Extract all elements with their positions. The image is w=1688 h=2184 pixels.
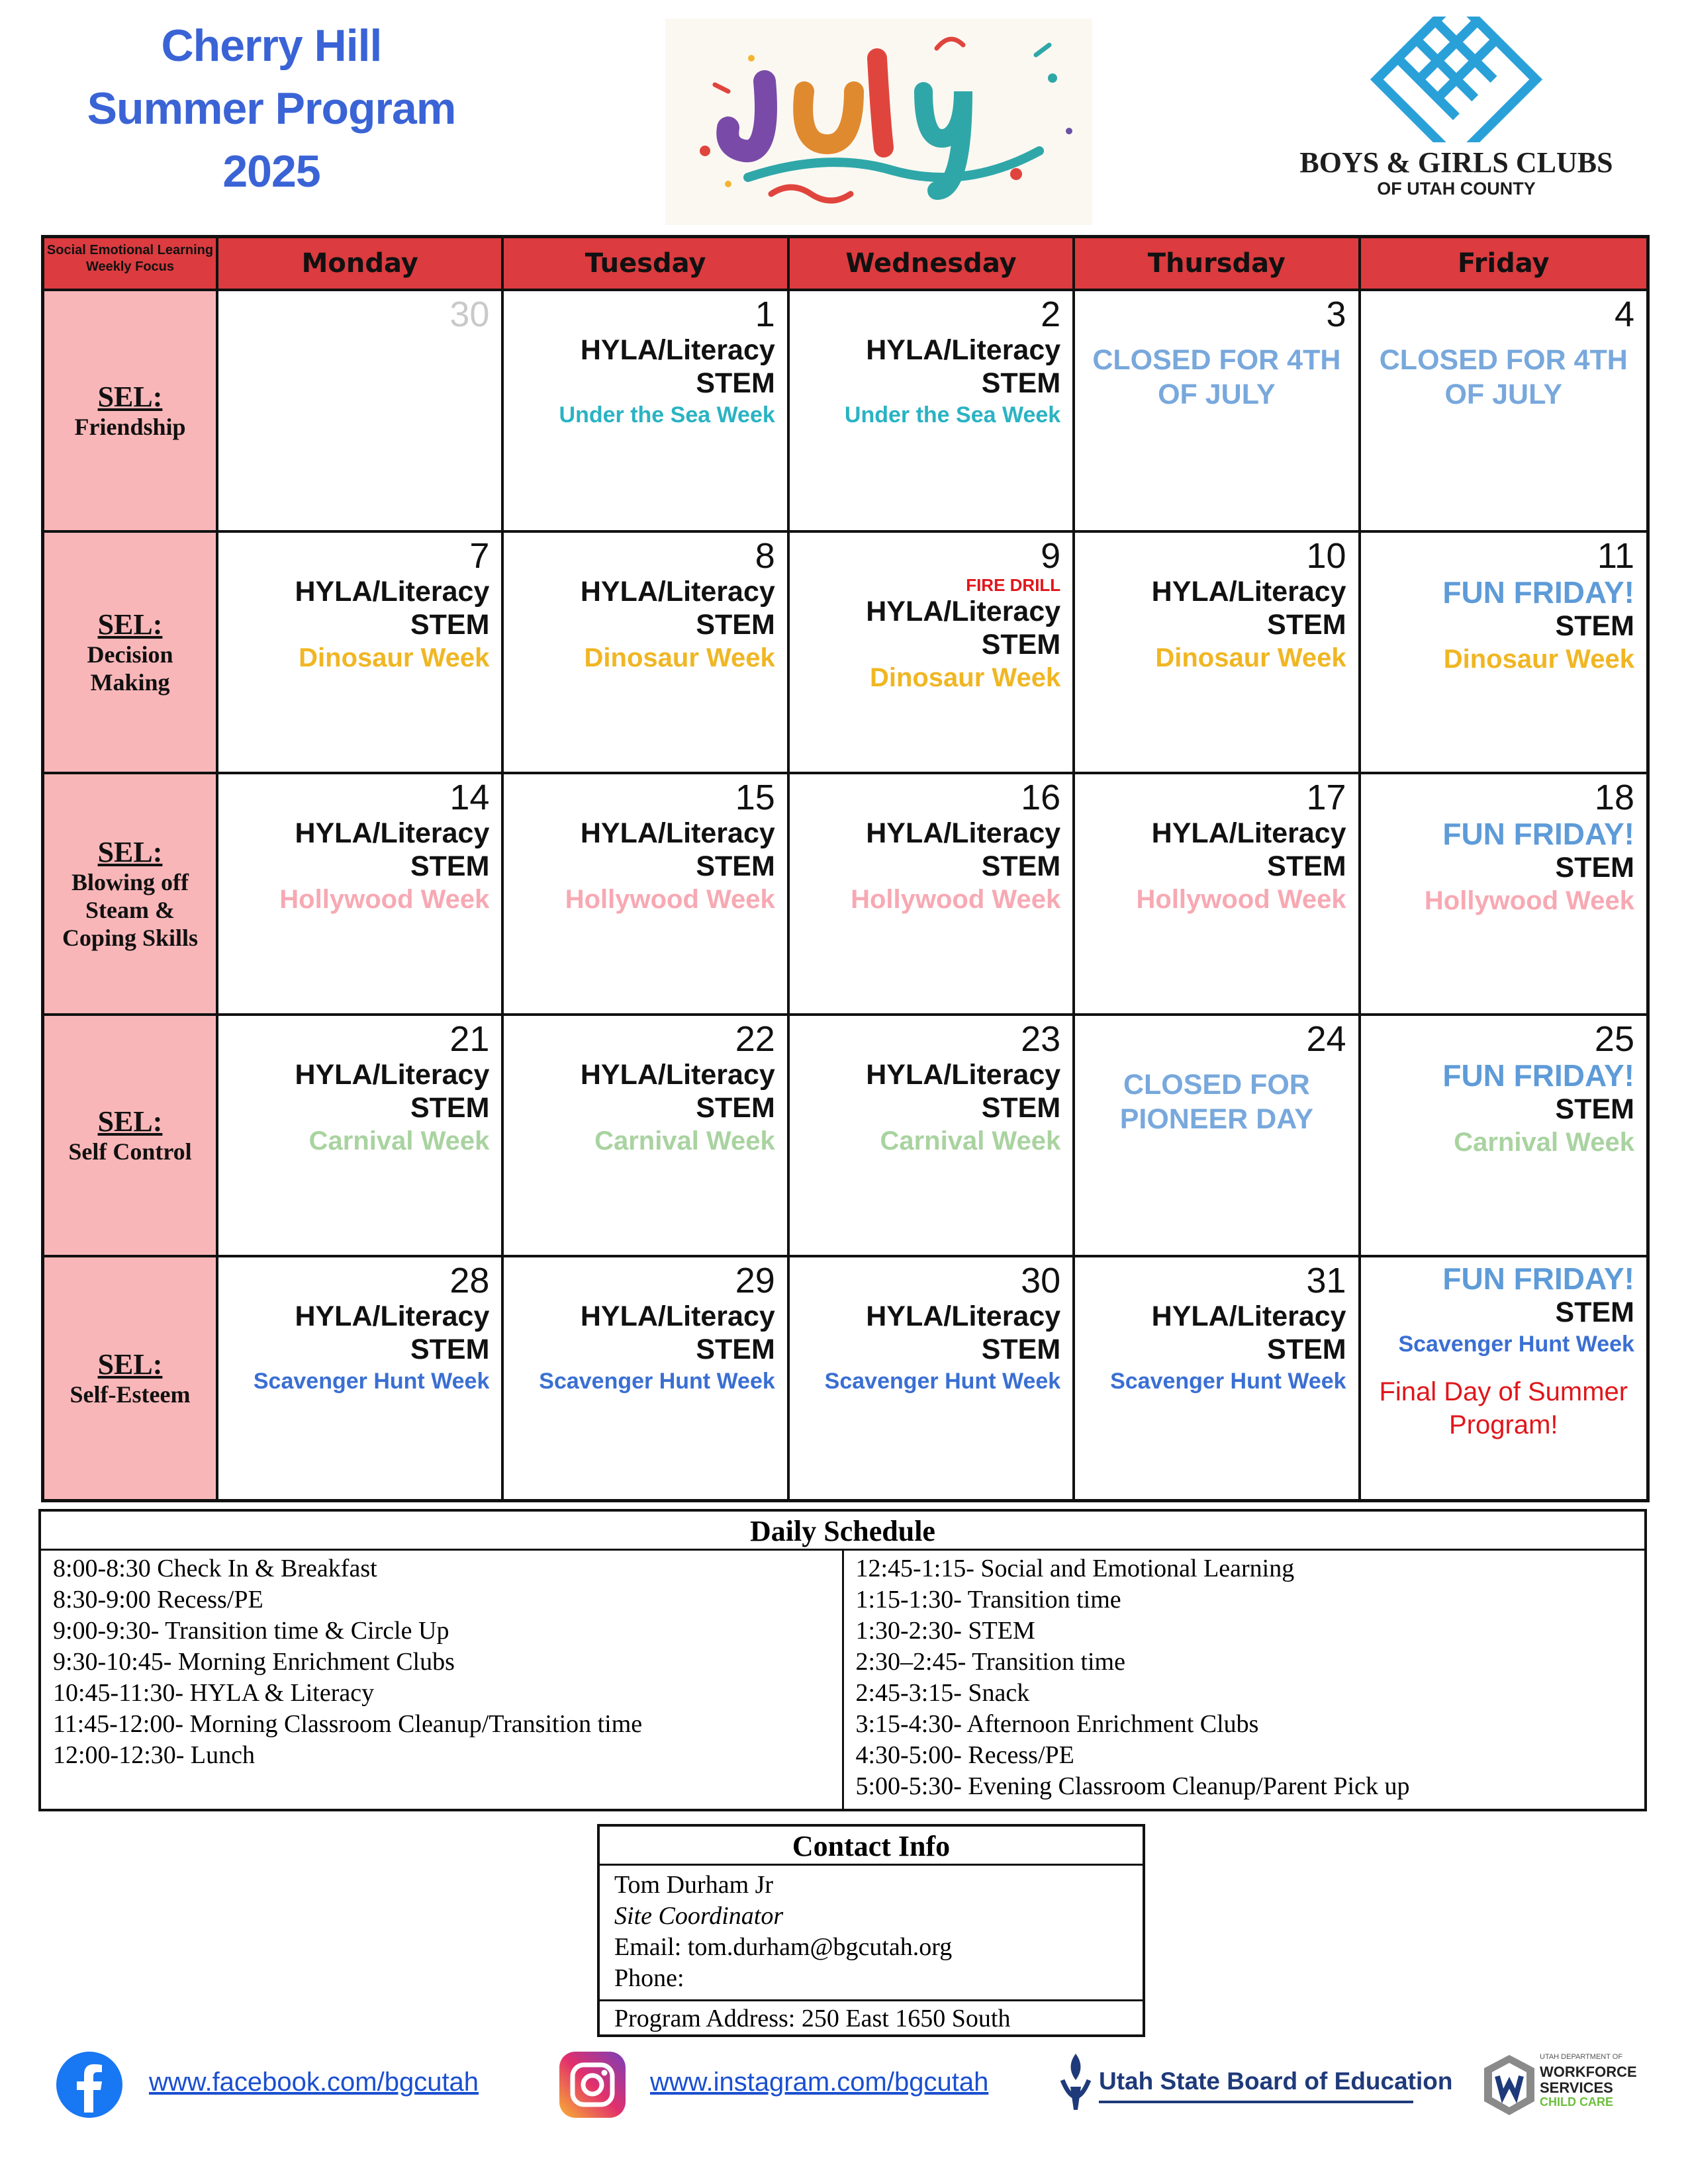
facebook-link[interactable]: www.facebook.com/bgcutah [149,2068,479,2097]
activity-line: STEM [1555,1297,1634,1328]
schedule-column-afternoon [844,1551,1645,1811]
program-title-line: 2025 [222,146,320,197]
activity-line: STEM [1555,852,1634,884]
activity-line: HYLA/Literacy [295,817,490,849]
activity-line: HYLA/Literacy [866,1059,1061,1091]
activity-line: HYLA/Literacy [295,1059,490,1091]
theme-week-label: Scavenger Hunt Week [539,1369,775,1394]
day-number: 24 [1306,1019,1346,1059]
contact-title: Contact Info [600,1827,1143,1866]
schedule-column-morning [41,1551,844,1811]
activity-line: HYLA/Literacy [295,1300,490,1332]
usbe-underline [1099,2101,1413,2103]
activity-line: STEM [1555,610,1634,642]
sel-topic: Blowing off Steam & Coping Skills [62,868,199,951]
activity-line: HYLA/Literacy [866,334,1061,366]
schedule-item: 8:30-9:00 Recess/PE [53,1586,263,1614]
day-number: 23 [1021,1019,1061,1059]
day-number: 10 [1306,536,1346,576]
schedule-item: 11:45-12:00- Morning Classroom Cleanup/Transition time [53,1710,643,1738]
schedule-item: 3:15-4:30- Afternoon Enrichment Clubs [855,1710,1259,1738]
activity-line: HYLA/Literacy [580,1059,775,1091]
day-number: 8 [755,536,775,576]
program-address: Program Address: 250 East 1650 South [614,2005,1011,2032]
theme-week-label: Scavenger Hunt Week [824,1369,1061,1394]
calendar-grid [41,235,1650,1502]
day-number: 18 [1594,778,1634,817]
org-subtitle: OF UTAH COUNTY [1377,179,1536,199]
theme-week-label: Carnival Week [594,1126,775,1156]
contact-info [597,1824,1145,2037]
sel-label: SEL: [97,1105,163,1138]
theme-week-label: Carnival Week [1454,1128,1634,1157]
schedule-item: 12:00-12:30- Lunch [53,1741,256,1769]
day-number: 14 [449,778,490,817]
sel-focus-cell [44,533,218,774]
contact-name: Tom Durham Jr [614,1871,774,1899]
closed-notice: CLOSED FOR 4TH OF JULY [1092,344,1341,410]
calendar-day-cell [218,774,504,1016]
calendar-day-cell [218,291,504,533]
fun-friday-label: FUN FRIDAY! [1442,575,1634,610]
activity-line: HYLA/Literacy [866,1300,1061,1332]
workforce-services-logo [1483,2050,1642,2123]
boys-girls-clubs-logo [1278,17,1635,208]
schedule-item: 1:15-1:30- Transition time [855,1586,1121,1614]
activity-line: STEM [696,850,775,882]
calendar-day-cell [1361,533,1646,774]
activity-line: HYLA/Literacy [1151,1300,1346,1332]
activity-line: HYLA/Literacy [580,817,775,849]
calendar-day-cell [790,1257,1075,1499]
day-number: 22 [735,1019,775,1059]
activity-line: STEM [696,1092,775,1124]
sel-topic: Self-Esteem [70,1381,191,1408]
final-day-note: Final Day of Summer Program! [1379,1377,1628,1439]
fire-drill-note: FIRE DRILL [966,575,1061,595]
day-header-wednesday: Wednesday [790,238,1075,291]
theme-week-label: Dinosaur Week [299,643,490,672]
fun-friday-label: FUN FRIDAY! [1442,1261,1634,1296]
sel-topic: Friendship [74,413,186,440]
activity-line: STEM [981,367,1061,399]
day-number: 25 [1594,1019,1634,1059]
fun-friday-label: FUN FRIDAY! [1442,817,1634,851]
day-header-tuesday: Tuesday [504,238,789,291]
sel-topic: Decision Making [87,641,173,696]
activity-line: HYLA/Literacy [1151,817,1346,849]
schedule-item: 5:00-5:30- Evening Classroom Cleanup/Parent Pick up [855,1772,1410,1800]
day-number: 9 [1041,536,1061,576]
activity-line: STEM [1267,609,1346,641]
day-header-monday: Monday [218,238,504,291]
program-title-line: Cherry Hill [161,21,382,71]
theme-week-label: Scavenger Hunt Week [1110,1369,1346,1394]
torch-icon [1056,2050,1096,2113]
day-number: 15 [735,778,775,817]
day-number: 1 [755,295,775,334]
activity-line: STEM [981,629,1061,660]
instagram-icon[interactable] [559,2052,626,2118]
sel-focus-header: Social Emotional Learning Weekly Focus [44,238,218,291]
closed-notice: CLOSED FOR PIONEER DAY [1119,1069,1314,1135]
schedule-item: 9:30-10:45- Morning Enrichment Clubs [53,1648,455,1676]
activity-line: HYLA/Literacy [866,596,1061,627]
dws-line: WORKFORCE [1540,2064,1637,2080]
program-title [60,15,483,203]
calendar-day-cell [504,1257,789,1499]
calendar-day-cell [790,774,1075,1016]
closed-notice: CLOSED FOR 4TH OF JULY [1379,344,1628,410]
day-number: 11 [1597,536,1634,576]
theme-week-label: Dinosaur Week [584,643,775,672]
dws-line: SERVICES [1540,2079,1613,2096]
activity-line: STEM [1555,1093,1634,1125]
calendar-day-cell [1361,774,1646,1016]
usbe-logo [1056,2050,1453,2116]
activity-line: HYLA/Literacy [580,1300,775,1332]
theme-week-label: Dinosaur Week [1155,643,1346,672]
calendar-day-cell [1361,1257,1646,1499]
activity-line: HYLA/Literacy [580,334,775,366]
dws-line: CHILD CARE [1540,2095,1613,2109]
calendar-day-cell [218,1016,504,1257]
contact-email[interactable]: Email: tom.durham@bgcutah.org [614,1933,953,1961]
activity-line: STEM [1267,1334,1346,1365]
daily-schedule [38,1509,1647,1811]
schedule-item: 8:00-8:30 Check In & Breakfast [53,1555,377,1582]
schedule-item: 10:45-11:30- HYLA & Literacy [53,1679,375,1707]
calendar-day-cell [504,291,789,533]
calendar-day-cell [504,774,789,1016]
day-number: 4 [1614,295,1634,334]
activity-line: STEM [696,609,775,641]
calendar-day-cell [790,291,1075,533]
calendar-day-cell [1075,1016,1360,1257]
schedule-item: 2:45-3:15- Snack [855,1679,1030,1707]
theme-week-label: Dinosaur Week [869,663,1061,692]
calendar-day-cell [1075,291,1360,533]
schedule-title: Daily Schedule [41,1512,1644,1551]
day-number: 31 [1306,1261,1346,1300]
contact-phone: Phone: [614,1964,684,1992]
day-number: 21 [449,1019,490,1059]
activity-line: STEM [410,1092,490,1124]
instagram-link[interactable]: www.instagram.com/bgcutah [650,2068,989,2097]
activity-line: STEM [696,1334,775,1365]
calendar-day-cell [1075,533,1360,774]
schedule-item: 2:30–2:45- Transition time [855,1648,1125,1676]
dws-line: UTAH DEPARTMENT OF [1540,2053,1623,2061]
calendar-day-cell [1361,1016,1646,1257]
day-number: 28 [449,1261,490,1300]
dws-shield-icon [1483,2054,1536,2116]
facebook-icon[interactable] [56,2052,122,2118]
sel-label: SEL: [97,608,163,641]
sel-focus-cell [44,1257,218,1499]
org-name: BOYS & GIRLS CLUBS [1299,146,1613,179]
usbe-name: Utah State Board of Education [1099,2068,1453,2095]
sel-focus-cell [44,774,218,1016]
activity-line: STEM [1267,850,1346,882]
day-number: 2 [1041,295,1061,334]
sel-topic: Self Control [68,1138,192,1165]
schedule-item: 4:30-5:00- Recess/PE [855,1741,1074,1769]
calendar-day-cell [504,1016,789,1257]
sel-focus-cell [44,291,218,533]
activity-line: STEM [981,1334,1061,1365]
clubs-hands-icon [1278,17,1635,142]
calendar-day-cell [504,533,789,774]
schedule-item: 12:45-1:15- Social and Emotional Learning [855,1555,1295,1582]
day-number: 7 [469,536,490,576]
day-number: 30 [1021,1261,1061,1300]
activity-line: HYLA/Literacy [580,576,775,608]
theme-week-label: Scavenger Hunt Week [1398,1332,1634,1357]
activity-line: STEM [410,850,490,882]
sel-label: SEL: [97,835,163,868]
program-title-line: Summer Program [87,83,456,134]
theme-week-label: Under the Sea Week [559,402,775,428]
day-number: 16 [1021,778,1061,817]
day-number: 17 [1306,778,1346,817]
theme-week-label: Hollywood Week [565,885,775,914]
schedule-item: 1:30-2:30- STEM [855,1617,1035,1645]
activity-line: HYLA/Literacy [295,576,490,608]
sel-focus-cell [44,1016,218,1257]
activity-line: STEM [410,1334,490,1365]
calendar-day-cell [790,533,1075,774]
activity-line: HYLA/Literacy [866,817,1061,849]
theme-week-label: Under the Sea Week [844,402,1061,428]
activity-line: STEM [981,850,1061,882]
theme-week-label: Hollywood Week [1424,886,1634,915]
schedule-item: 9:00-9:30- Transition time & Circle Up [53,1617,449,1645]
activity-line: STEM [410,609,490,641]
calendar-day-cell [1361,291,1646,533]
theme-week-label: Scavenger Hunt Week [253,1369,490,1394]
day-number: 29 [735,1261,775,1300]
day-number: 30 [449,295,490,334]
calendar-day-cell [1075,774,1360,1016]
theme-week-label: Carnival Week [880,1126,1061,1156]
calendar-day-cell [218,533,504,774]
calendar-day-cell [1075,1257,1360,1499]
day-number: 3 [1326,295,1346,334]
activity-line: HYLA/Literacy [1151,576,1346,608]
theme-week-label: Carnival Week [308,1126,490,1156]
fun-friday-label: FUN FRIDAY! [1442,1058,1634,1093]
theme-week-label: Dinosaur Week [1443,645,1634,674]
calendar-day-cell [790,1016,1075,1257]
july-month-art [665,19,1092,225]
sel-label: SEL: [97,380,163,413]
activity-line: STEM [696,367,775,399]
calendar-day-cell [218,1257,504,1499]
theme-week-label: Hollywood Week [1136,885,1346,914]
activity-line: STEM [981,1092,1061,1124]
day-header-friday: Friday [1361,238,1646,291]
theme-week-label: Hollywood Week [851,885,1061,914]
sel-label: SEL: [97,1347,163,1381]
day-header-thursday: Thursday [1075,238,1360,291]
contact-role: Site Coordinator [614,1902,784,1930]
theme-week-label: Hollywood Week [279,885,490,914]
